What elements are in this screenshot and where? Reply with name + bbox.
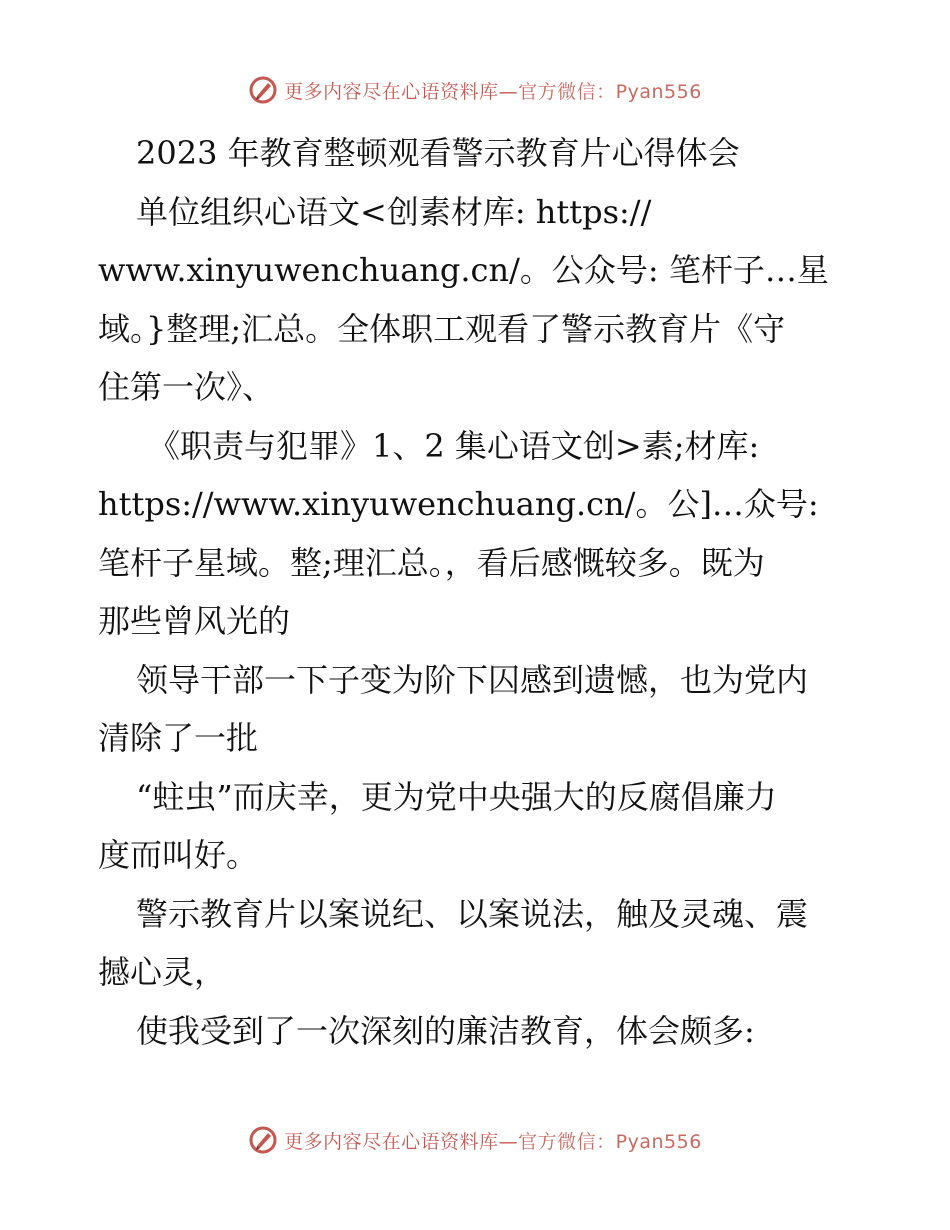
paragraph-line: “蛀虫”而庆幸，更为党中央强大的反腐倡廉力 xyxy=(136,777,777,816)
paragraph-line: 《职责与犯罪》1、2 集心语文创>素;材库: xyxy=(148,426,760,465)
paragraph-line: 领导干部一下子变为阶下囚感到遗憾，也为党内 xyxy=(136,660,809,699)
banner-wechat-text: 官方微信：Pyan556 xyxy=(518,1130,702,1153)
pen-logo-icon xyxy=(248,75,278,105)
paragraph-line: 单位组织心语文<创素材库: https:// xyxy=(136,192,652,231)
paragraph-line: 住第一次》、 xyxy=(98,368,275,406)
banner-main-text: 更多内容尽在心语资料库— xyxy=(284,1130,519,1153)
paragraph-line: 度而叫好。 xyxy=(98,836,259,874)
paragraph-line: 警示教育片以案说纪、以案说法，触及灵魂、震 xyxy=(136,894,809,933)
banner-main-text: 更多内容尽在心语资料库— xyxy=(284,80,519,103)
paragraph-line: 清除了一批 xyxy=(98,719,259,757)
document-title: 2023 年教育整顿观看警示教育片心得体会 xyxy=(136,134,740,172)
banner-wechat-text: 官方微信：Pyan556 xyxy=(518,80,702,103)
pen-logo-icon xyxy=(248,1125,278,1155)
banner-text xyxy=(284,1127,702,1154)
paragraph-line: 使我受到了一次深刻的廉洁教育，体会颇多: xyxy=(136,1011,755,1050)
banner-text xyxy=(284,77,702,104)
document-body xyxy=(98,124,858,1060)
footer-banner xyxy=(0,1120,950,1160)
paragraph-line: 域。}整理;汇总。全体职工观看了警示教育片《守 xyxy=(98,309,786,348)
paragraph-line: 那些曾风光的 xyxy=(98,602,291,640)
header-banner xyxy=(0,70,950,110)
paragraph-line: https://www.xinyuwenchuang.cn/。公]…众号: xyxy=(98,485,819,523)
paragraph-line: www.xinyuwenchuang.cn/。公众号: 笔杆子…星 xyxy=(98,251,829,289)
paragraph-line: 笔杆子星域。整;理汇总。，看后感慨较多。既为 xyxy=(98,543,765,582)
paragraph-line: 撼心灵， xyxy=(98,953,227,991)
